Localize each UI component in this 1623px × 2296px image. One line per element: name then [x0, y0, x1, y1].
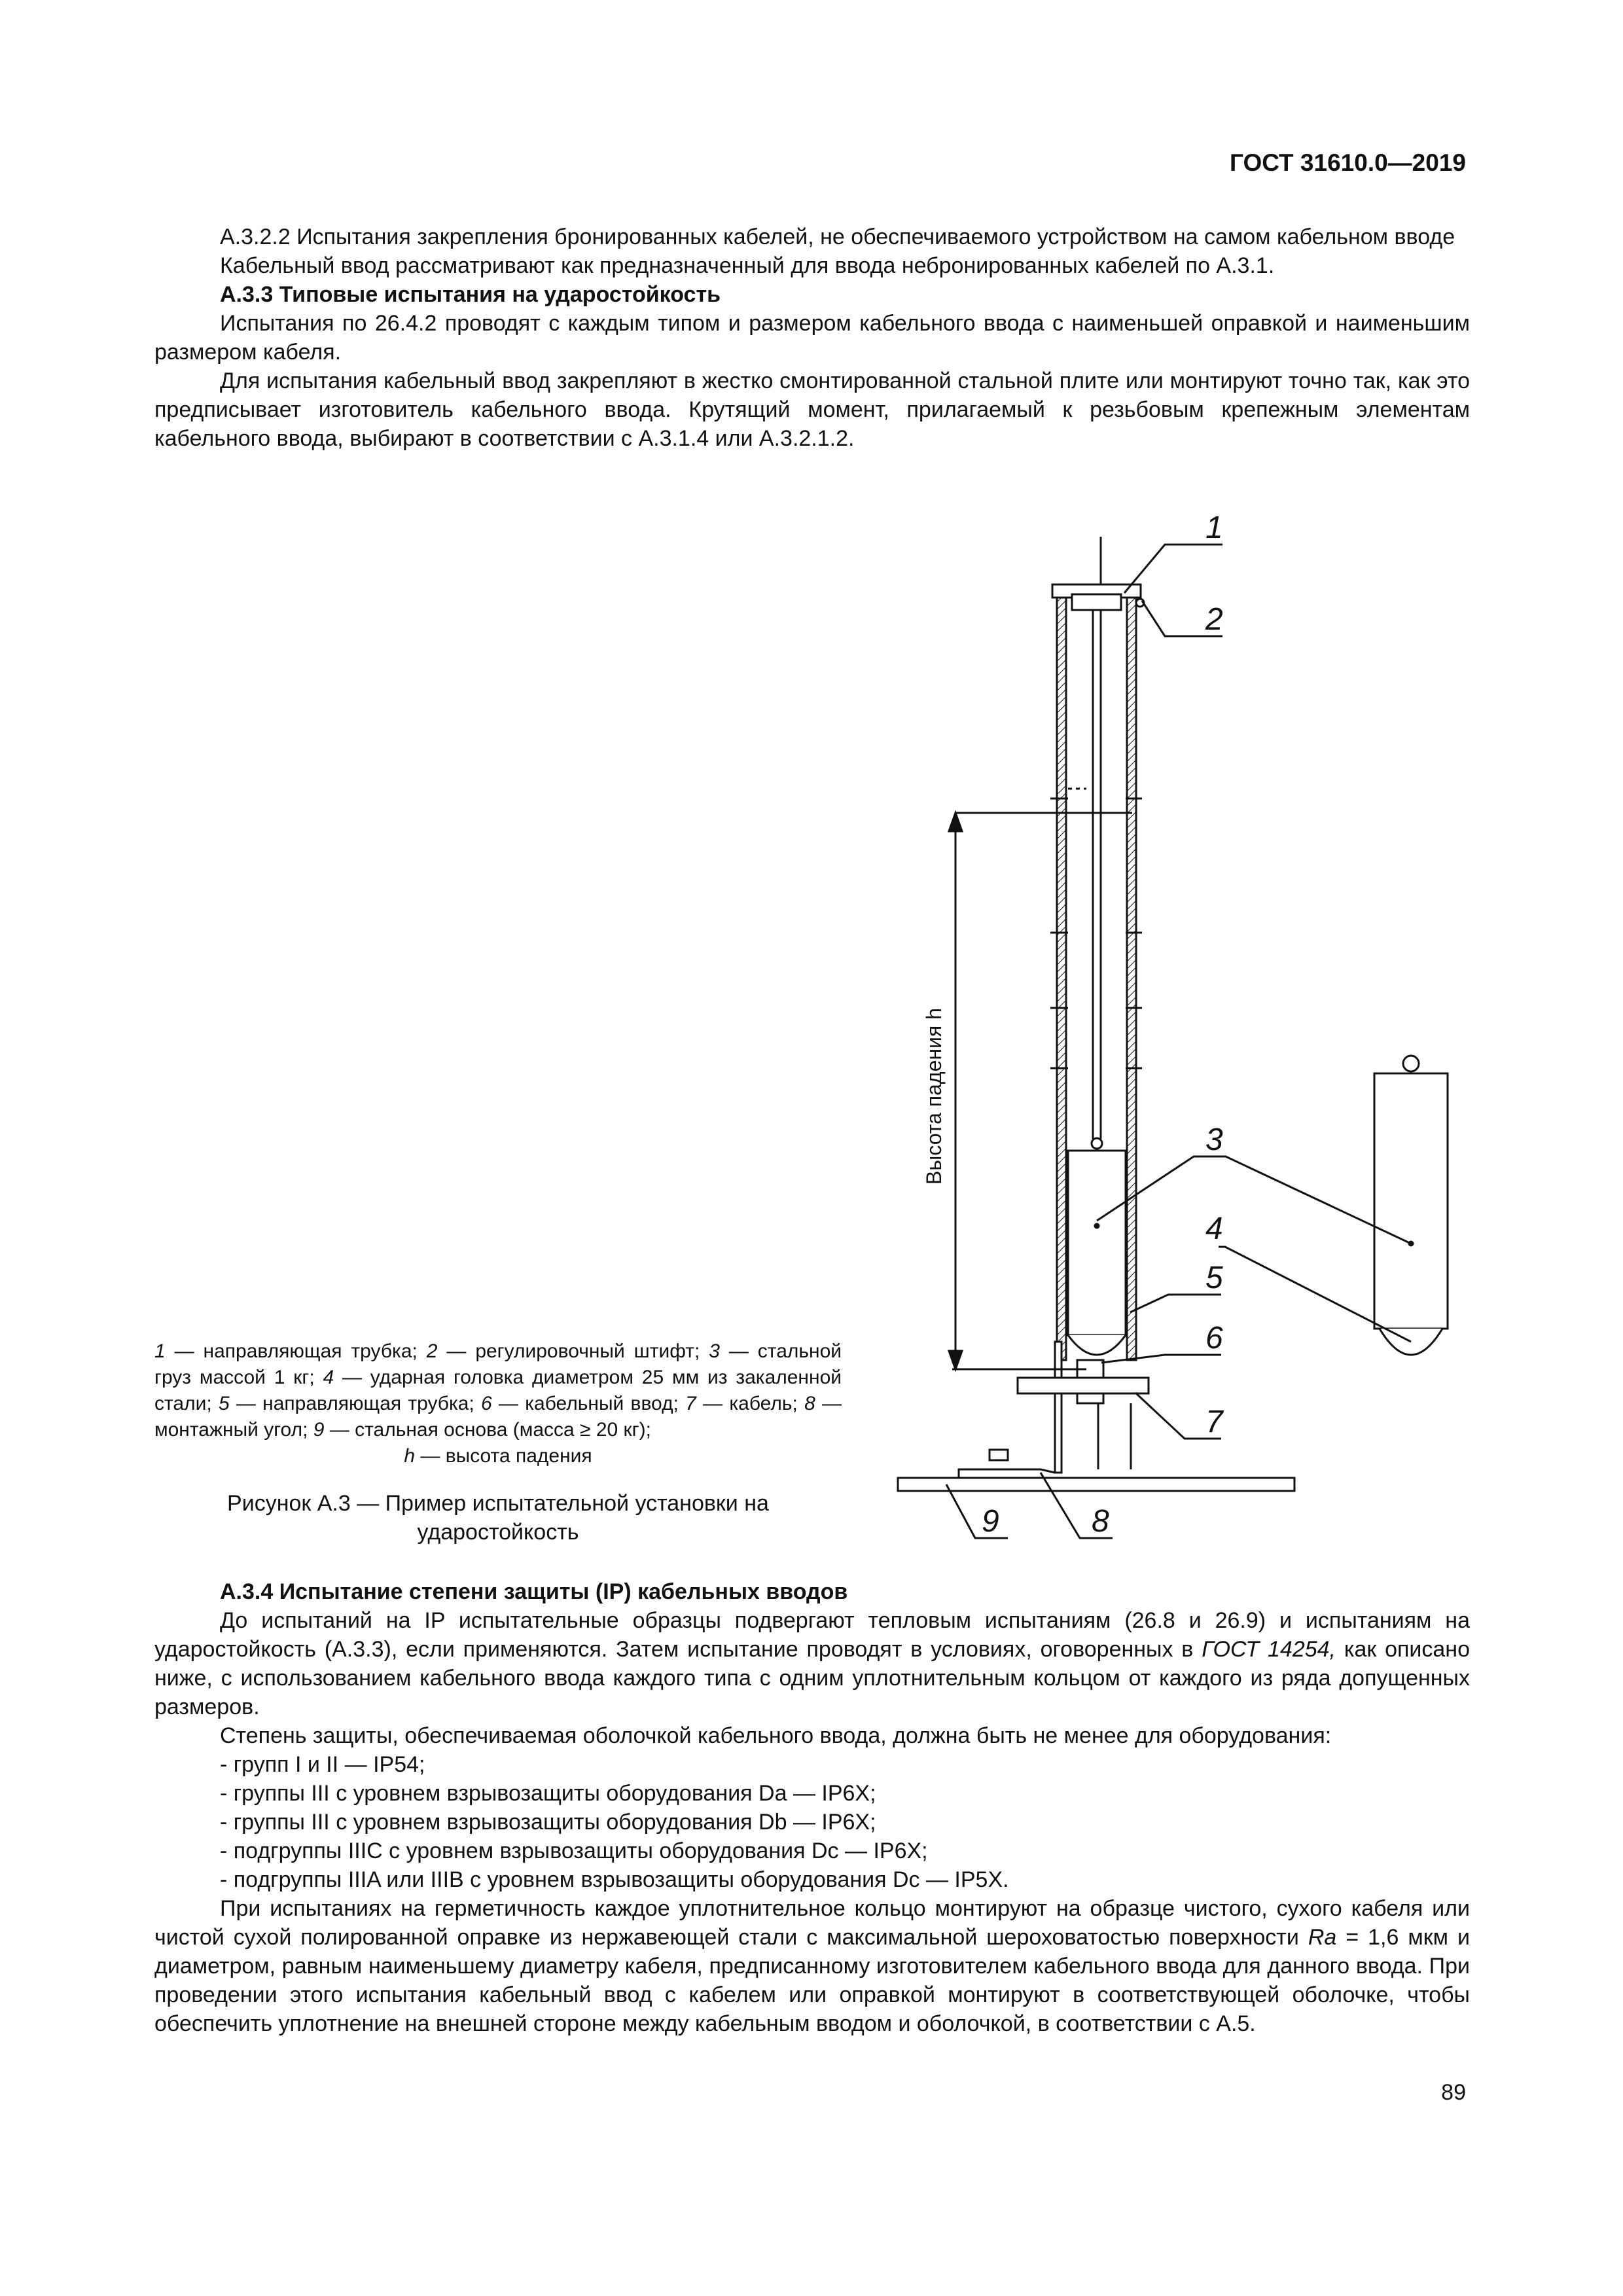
- callout-6: 6: [1205, 1321, 1223, 1355]
- figure-caption: Рисунок А.3 — Пример испытательной установки на ударостойкость: [227, 1491, 769, 1545]
- heading-a3-4: А.3.4 Испытание степени защиты (IP) кабельных вводов: [220, 1579, 848, 1604]
- mounting-angle: [959, 1469, 1055, 1478]
- callout-5: 5: [1205, 1261, 1223, 1295]
- paragraph-mounting: Для испытания кабельный ввод закрепляют в жестко смонтированной стальной плите или монтируют точно так, как это предписывает изготовитель кабельного ввода. Крутящий момент, прилагаемый к резьбовым крепежным элементам кабельного ввода, выбирают в соответствии с А.3.1.4 или А.3.2.1.2.: [154, 368, 1470, 451]
- document-code: ГОСТ 31610.0—2019: [1229, 149, 1466, 176]
- paragraph-protection-degree: Степень защиты, обеспечиваемая оболочкой кабельного ввода, должна быть не менее для оборудования:: [220, 1723, 1332, 1748]
- callout-3: 3: [1205, 1122, 1223, 1157]
- list-item: - группы III с уровнем взрывозащиты оборудования Db — IP6X;: [220, 1810, 876, 1835]
- steel-base: [898, 1478, 1294, 1491]
- legend-item: 8 — монтажный угол;: [154, 1393, 842, 1441]
- legend-item: h — высота падения: [404, 1445, 592, 1467]
- legend-item: 7 — кабель;: [685, 1393, 805, 1414]
- legend-item: 2 — регулировочный штифт;: [426, 1340, 709, 1362]
- callout-7: 7: [1205, 1405, 1223, 1439]
- list-item: - группы III с уровнем взрывозащиты оборудования Da — IP6X;: [220, 1781, 876, 1806]
- paragraph-unarmoured: Кабельный ввод рассматривают как предназначенный для ввода небронированных кабелей по А.3.1.: [220, 253, 1275, 278]
- callout-4: 4: [1205, 1211, 1223, 1246]
- legend-item: 3 — стальной груз массой 1 кг;: [154, 1340, 842, 1388]
- cable-gland: [1077, 1360, 1103, 1403]
- reference-gost-14254: ГОСТ 14254,: [1202, 1637, 1336, 1662]
- legend-item: 5 — направляющая трубка;: [218, 1393, 482, 1414]
- top-text-block: [154, 223, 1470, 453]
- impact-head: [1068, 1335, 1126, 1355]
- callout-9: 9: [982, 1504, 999, 1539]
- legend-item: 1 — направляющая трубка;: [154, 1340, 427, 1362]
- legend-item: 9 — стальная основа (масса ≥ 20 кг);: [313, 1419, 651, 1441]
- guide-tube-right-wall: [1127, 594, 1136, 1360]
- legend-item: 6 — кабельный ввод;: [481, 1393, 686, 1414]
- adjusting-pin: [1136, 599, 1144, 607]
- heading-a3-3: А.3.3 Типовые испытания на ударостойкость: [220, 282, 721, 307]
- fall-height-label: Высота падения h: [922, 1008, 946, 1185]
- page-number: 89: [1441, 2080, 1466, 2105]
- list-item: - подгруппы IIIC с уровнем взрывозащиты оборудования Dc — IP6X;: [220, 1839, 928, 1863]
- figure-legend: [154, 1338, 842, 1469]
- steel-weight: [1068, 1151, 1126, 1335]
- paragraph-ip-tests: До испытаний на IP испытательные образцы подвергают тепловым испытаниям (26.8 и 26.9) и испытаниям на ударостойкость (А.3.3), если применяются. Затем испытание проводят в условиях, оговоренных в ГОСТ 14254, как описано ниже, с использованием кабельного ввода каждого типа с одним уплотнительным кольцом от каждого из ряда допущенных размеров.: [154, 1608, 1470, 1719]
- callout-1: 1: [1205, 511, 1223, 545]
- callout-8: 8: [1092, 1504, 1109, 1539]
- legend-item: 4 — ударная головка диаметром 25 мм из закаленной стали;: [154, 1367, 842, 1414]
- section-a3-4: [154, 1577, 1470, 2038]
- list-item: - групп I и II — IP54;: [220, 1752, 425, 1777]
- list-item: - подгруппы IIIA или IIIB с уровнем взрывозащиты оборудования Dc — IP5X.: [220, 1867, 1009, 1892]
- paragraph-seal-tests: При испытаниях на герметичность каждое уплотнительное кольцо монтируют на образце чистого, сухого кабеля или чистой сухой полированной оправке из нержавеющей стали с максимальной шероховатостью поверхности Ra = 1,6 мкм и диаметром, равным наименьшему диаметру кабеля, предписанному изготовителем кабельного ввода для данного ввода. При проведении этого испытания кабельный ввод с кабелем или оправкой монтируют в соответствующей оболочке, чтобы обеспечить уплотнение на внешней стороне между кабельным вводом и оболочкой, в соответствии с А.5.: [154, 1896, 1470, 2036]
- paragraph-a3-2-2: А.3.2.2 Испытания закрепления бронированных кабелей, не обеспечиваемого устройством на самом кабельном вводе: [220, 224, 1455, 249]
- detached-weight: [1374, 1073, 1448, 1329]
- paragraph-tests-26-4-2: Испытания по 26.4.2 проводят с каждым типом и размером кабельного ввода с наименьшей оправкой и наименьшим размером кабеля.: [154, 311, 1470, 365]
- callout-2: 2: [1205, 602, 1223, 637]
- guide-tube-left-wall: [1057, 594, 1066, 1360]
